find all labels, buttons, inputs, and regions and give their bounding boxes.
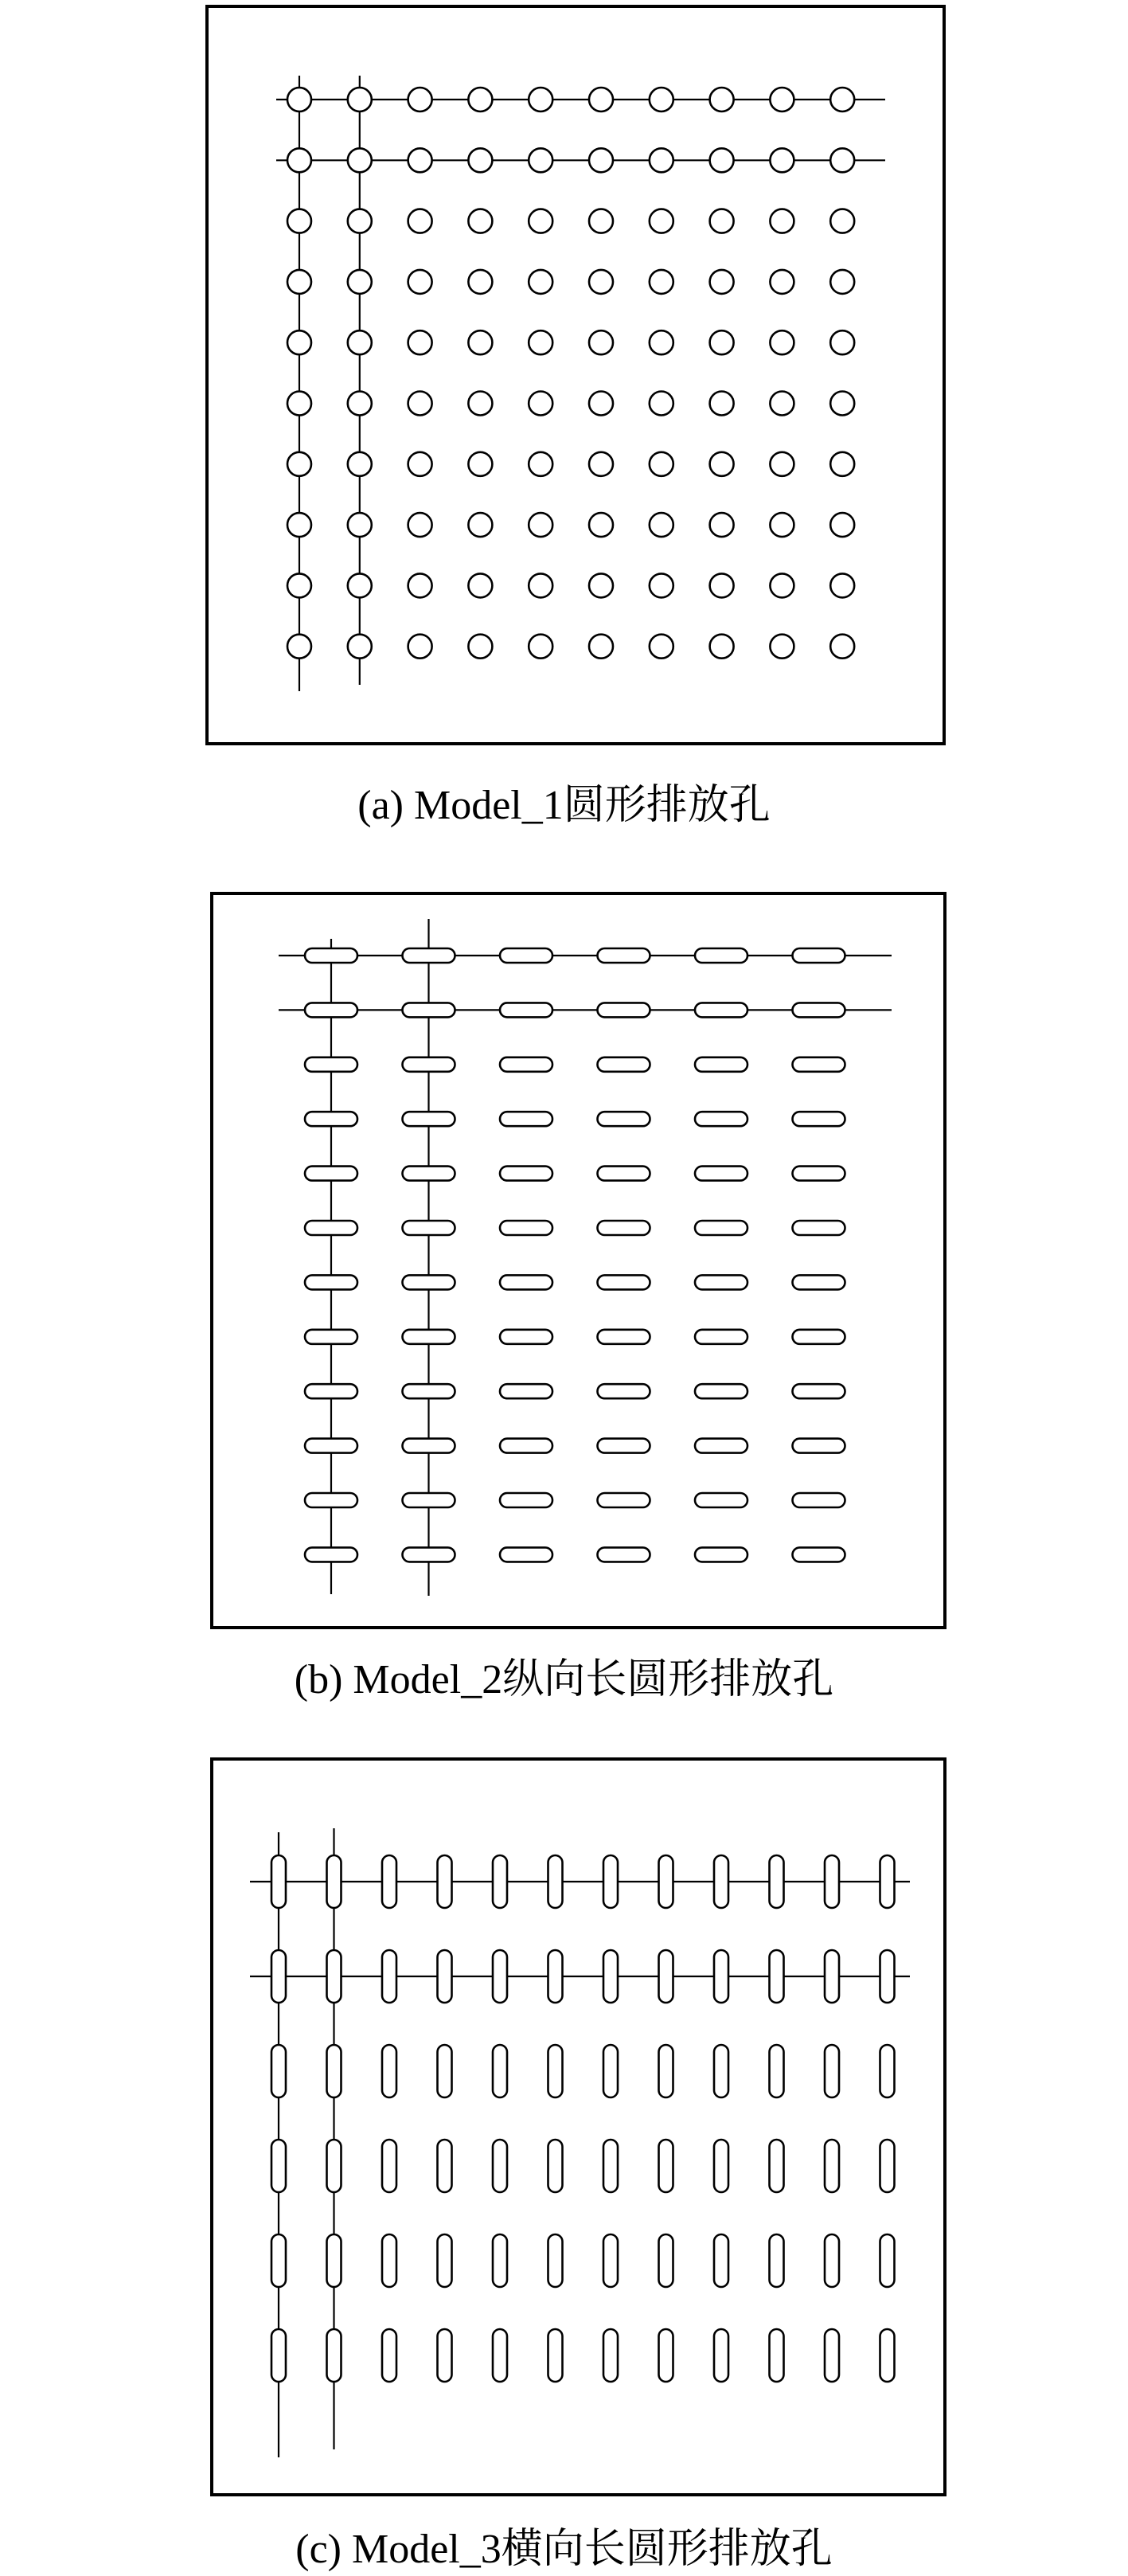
slot-hole — [500, 1112, 552, 1126]
slot-hole — [793, 1275, 845, 1289]
slot-hole — [382, 2140, 396, 2192]
slot-hole — [714, 2234, 728, 2287]
slot-hole — [714, 2329, 728, 2382]
slot-hole — [500, 948, 552, 963]
model-3-hole-grid — [213, 1761, 943, 2493]
model-1-panel — [205, 5, 946, 745]
slot-hole — [793, 1439, 845, 1453]
slot-hole — [327, 2140, 342, 2192]
slot-hole — [825, 2045, 839, 2097]
circular-hole — [710, 573, 734, 597]
slot-hole — [695, 1221, 747, 1235]
slot-hole — [305, 1221, 357, 1235]
circular-hole — [830, 88, 854, 111]
slot-hole — [695, 1493, 747, 1507]
circular-hole — [710, 88, 734, 111]
slot-hole — [327, 1855, 342, 1908]
circular-hole — [408, 88, 432, 111]
slot-hole — [770, 1950, 784, 2003]
slot-hole — [598, 1547, 650, 1562]
circular-hole — [468, 209, 492, 233]
slot-hole — [271, 1855, 286, 1908]
slot-hole — [500, 1003, 552, 1017]
slot-hole — [695, 1384, 747, 1398]
circular-hole — [710, 148, 734, 172]
circular-hole — [529, 209, 552, 233]
slot-hole — [598, 1439, 650, 1453]
slot-hole — [770, 2234, 784, 2287]
slot-hole — [305, 1384, 357, 1398]
slot-hole — [714, 2045, 728, 2097]
circular-hole — [589, 392, 613, 416]
slot-hole — [500, 1221, 552, 1235]
circular-hole — [348, 330, 372, 354]
circular-hole — [348, 148, 372, 172]
slot-hole — [793, 1330, 845, 1344]
circular-hole — [770, 573, 794, 597]
slot-hole — [770, 2140, 784, 2192]
circular-hole — [468, 635, 492, 659]
slot-hole — [825, 2140, 839, 2192]
slot-hole — [695, 948, 747, 963]
slot-hole — [548, 2329, 563, 2382]
circular-hole — [529, 88, 552, 111]
circular-hole — [408, 148, 432, 172]
slot-hole — [382, 2045, 396, 2097]
circular-hole — [770, 330, 794, 354]
slot-hole — [500, 1493, 552, 1507]
slot-hole — [403, 948, 455, 963]
slot-hole — [598, 1057, 650, 1072]
slot-hole — [598, 1275, 650, 1289]
slot-hole — [598, 1384, 650, 1398]
slot-hole — [714, 2140, 728, 2192]
circular-hole — [529, 330, 552, 354]
slot-hole — [880, 2140, 895, 2192]
circular-hole — [589, 209, 613, 233]
circular-hole — [710, 452, 734, 476]
slot-hole — [598, 1167, 650, 1181]
circular-hole — [650, 452, 673, 476]
slot-hole — [493, 2045, 507, 2097]
slot-hole — [493, 2234, 507, 2287]
slot-hole — [438, 1950, 452, 2003]
circular-hole — [287, 330, 311, 354]
slot-hole — [598, 1003, 650, 1017]
circular-hole — [710, 270, 734, 294]
slot-hole — [493, 1950, 507, 2003]
slot-hole — [403, 1547, 455, 1562]
circular-hole — [770, 270, 794, 294]
slot-hole — [603, 2234, 618, 2287]
circular-hole — [830, 148, 854, 172]
slot-hole — [695, 1547, 747, 1562]
slot-hole — [770, 2045, 784, 2097]
circular-hole — [770, 88, 794, 111]
circular-hole — [710, 635, 734, 659]
slot-hole — [438, 2140, 452, 2192]
circular-hole — [830, 513, 854, 537]
circular-hole — [529, 635, 552, 659]
slot-hole — [403, 1330, 455, 1344]
slot-hole — [493, 2329, 507, 2382]
slot-hole — [793, 1112, 845, 1126]
slot-hole — [598, 1330, 650, 1344]
slot-hole — [598, 948, 650, 963]
slot-hole — [548, 2140, 563, 2192]
slot-hole — [793, 1003, 845, 1017]
slot-hole — [271, 2140, 286, 2192]
circular-hole — [589, 452, 613, 476]
slot-hole — [500, 1547, 552, 1562]
slot-hole — [603, 1950, 618, 2003]
slot-hole — [714, 1855, 728, 1908]
model-2-panel — [210, 892, 947, 1629]
circular-hole — [348, 392, 372, 416]
circular-hole — [468, 270, 492, 294]
slot-hole — [659, 2045, 673, 2097]
slot-hole — [305, 948, 357, 963]
circular-hole — [529, 573, 552, 597]
slot-hole — [659, 1855, 673, 1908]
circular-hole — [589, 148, 613, 172]
slot-hole — [793, 1167, 845, 1181]
circular-hole — [770, 209, 794, 233]
slot-hole — [603, 2140, 618, 2192]
slot-hole — [271, 2045, 286, 2097]
circular-hole — [529, 148, 552, 172]
slot-hole — [825, 2329, 839, 2382]
slot-hole — [793, 1547, 845, 1562]
model-2-caption: (b) Model_2纵向长圆形排放孔 — [294, 1657, 834, 1702]
slot-hole — [327, 2045, 342, 2097]
slot-hole — [500, 1057, 552, 1072]
slot-hole — [305, 1493, 357, 1507]
slot-hole — [500, 1275, 552, 1289]
slot-hole — [382, 2234, 396, 2287]
slot-hole — [603, 1855, 618, 1908]
slot-hole — [793, 1221, 845, 1235]
slot-hole — [271, 2329, 286, 2382]
circular-hole — [468, 88, 492, 111]
slot-hole — [825, 1855, 839, 1908]
slot-hole — [695, 1003, 747, 1017]
slot-hole — [327, 2234, 342, 2287]
circular-hole — [770, 635, 794, 659]
circular-hole — [408, 270, 432, 294]
slot-hole — [382, 1950, 396, 2003]
circular-hole — [468, 573, 492, 597]
circular-hole — [348, 209, 372, 233]
circular-hole — [650, 148, 673, 172]
circular-hole — [408, 635, 432, 659]
slot-hole — [500, 1330, 552, 1344]
slot-hole — [825, 1950, 839, 2003]
slot-hole — [659, 2329, 673, 2382]
slot-hole — [793, 1057, 845, 1072]
slot-hole — [880, 2234, 895, 2287]
circular-hole — [589, 270, 613, 294]
slot-hole — [305, 1057, 357, 1072]
slot-hole — [659, 2140, 673, 2192]
circular-hole — [710, 209, 734, 233]
circular-hole — [408, 573, 432, 597]
slot-hole — [548, 2045, 563, 2097]
circular-hole — [408, 209, 432, 233]
slot-hole — [714, 1950, 728, 2003]
circular-hole — [529, 452, 552, 476]
circular-hole — [650, 209, 673, 233]
circular-hole — [287, 573, 311, 597]
circular-hole — [348, 573, 372, 597]
circular-hole — [710, 330, 734, 354]
circular-hole — [287, 513, 311, 537]
slot-hole — [603, 2329, 618, 2382]
slot-hole — [305, 1330, 357, 1344]
circular-hole — [589, 635, 613, 659]
slot-hole — [695, 1330, 747, 1344]
circular-hole — [830, 392, 854, 416]
slot-hole — [548, 2234, 563, 2287]
circular-hole — [770, 148, 794, 172]
circular-hole — [529, 513, 552, 537]
circular-hole — [468, 148, 492, 172]
model-2-hole-grid — [213, 895, 943, 1626]
slot-hole — [880, 2045, 895, 2097]
model-1-caption: (a) Model_1圆形排放孔 — [357, 783, 771, 828]
slot-hole — [493, 2140, 507, 2192]
circular-hole — [650, 392, 673, 416]
slot-hole — [403, 1003, 455, 1017]
circular-hole — [589, 573, 613, 597]
circular-hole — [408, 452, 432, 476]
circular-hole — [408, 513, 432, 537]
slot-hole — [880, 1855, 895, 1908]
circular-hole — [408, 392, 432, 416]
slot-hole — [305, 1275, 357, 1289]
slot-hole — [548, 1950, 563, 2003]
slot-hole — [598, 1112, 650, 1126]
slot-hole — [770, 1855, 784, 1908]
circular-hole — [287, 270, 311, 294]
circular-hole — [468, 392, 492, 416]
circular-hole — [830, 330, 854, 354]
slot-hole — [695, 1057, 747, 1072]
circular-hole — [468, 513, 492, 537]
circular-hole — [830, 452, 854, 476]
circular-hole — [710, 513, 734, 537]
circular-hole — [287, 88, 311, 111]
circular-hole — [650, 270, 673, 294]
slot-hole — [403, 1384, 455, 1398]
circular-hole — [650, 573, 673, 597]
slot-hole — [793, 1493, 845, 1507]
circular-hole — [348, 88, 372, 111]
slot-hole — [271, 2234, 286, 2287]
slot-hole — [825, 2234, 839, 2287]
slot-hole — [493, 1855, 507, 1908]
model-1-hole-grid — [209, 8, 943, 742]
circular-hole — [589, 88, 613, 111]
slot-hole — [500, 1384, 552, 1398]
circular-hole — [770, 392, 794, 416]
slot-hole — [603, 2045, 618, 2097]
slot-hole — [695, 1275, 747, 1289]
circular-hole — [468, 452, 492, 476]
circular-hole — [348, 635, 372, 659]
slot-hole — [438, 2045, 452, 2097]
slot-hole — [403, 1275, 455, 1289]
circular-hole — [650, 513, 673, 537]
circular-hole — [408, 330, 432, 354]
slot-hole — [305, 1112, 357, 1126]
circular-hole — [650, 330, 673, 354]
circular-hole — [287, 209, 311, 233]
circular-hole — [348, 270, 372, 294]
slot-hole — [438, 2234, 452, 2287]
circular-hole — [830, 635, 854, 659]
slot-hole — [500, 1167, 552, 1181]
circular-hole — [287, 148, 311, 172]
slot-hole — [327, 2329, 342, 2382]
circular-hole — [287, 635, 311, 659]
circular-hole — [770, 452, 794, 476]
circular-hole — [287, 452, 311, 476]
slot-hole — [438, 1855, 452, 1908]
slot-hole — [327, 1950, 342, 2003]
slot-hole — [403, 1439, 455, 1453]
model-3-caption: (c) Model_3横向长圆形排放孔 — [295, 2527, 833, 2572]
circular-hole — [529, 270, 552, 294]
circular-hole — [770, 513, 794, 537]
slot-hole — [305, 1167, 357, 1181]
slot-hole — [382, 1855, 396, 1908]
slot-hole — [880, 1950, 895, 2003]
circular-hole — [710, 392, 734, 416]
slot-hole — [305, 1547, 357, 1562]
circular-hole — [589, 330, 613, 354]
slot-hole — [598, 1221, 650, 1235]
circular-hole — [650, 88, 673, 111]
slot-hole — [695, 1167, 747, 1181]
circular-hole — [348, 513, 372, 537]
circular-hole — [650, 635, 673, 659]
slot-hole — [695, 1112, 747, 1126]
slot-hole — [403, 1221, 455, 1235]
slot-hole — [793, 1384, 845, 1398]
circular-hole — [830, 573, 854, 597]
slot-hole — [271, 1950, 286, 2003]
circular-hole — [830, 270, 854, 294]
slot-hole — [695, 1439, 747, 1453]
slot-hole — [403, 1112, 455, 1126]
slot-hole — [438, 2329, 452, 2382]
slot-hole — [598, 1493, 650, 1507]
slot-hole — [659, 2234, 673, 2287]
model-3-panel — [210, 1757, 947, 2496]
circular-hole — [529, 392, 552, 416]
circular-hole — [348, 452, 372, 476]
slot-hole — [403, 1167, 455, 1181]
slot-hole — [305, 1439, 357, 1453]
slot-hole — [403, 1493, 455, 1507]
slot-hole — [500, 1439, 552, 1453]
circular-hole — [830, 209, 854, 233]
slot-hole — [659, 1950, 673, 2003]
slot-hole — [305, 1003, 357, 1017]
slot-hole — [793, 948, 845, 963]
slot-hole — [880, 2329, 895, 2382]
circular-hole — [468, 330, 492, 354]
slot-hole — [403, 1057, 455, 1072]
circular-hole — [287, 392, 311, 416]
slot-hole — [770, 2329, 784, 2382]
slot-hole — [382, 2329, 396, 2382]
circular-hole — [589, 513, 613, 537]
slot-hole — [548, 1855, 563, 1908]
